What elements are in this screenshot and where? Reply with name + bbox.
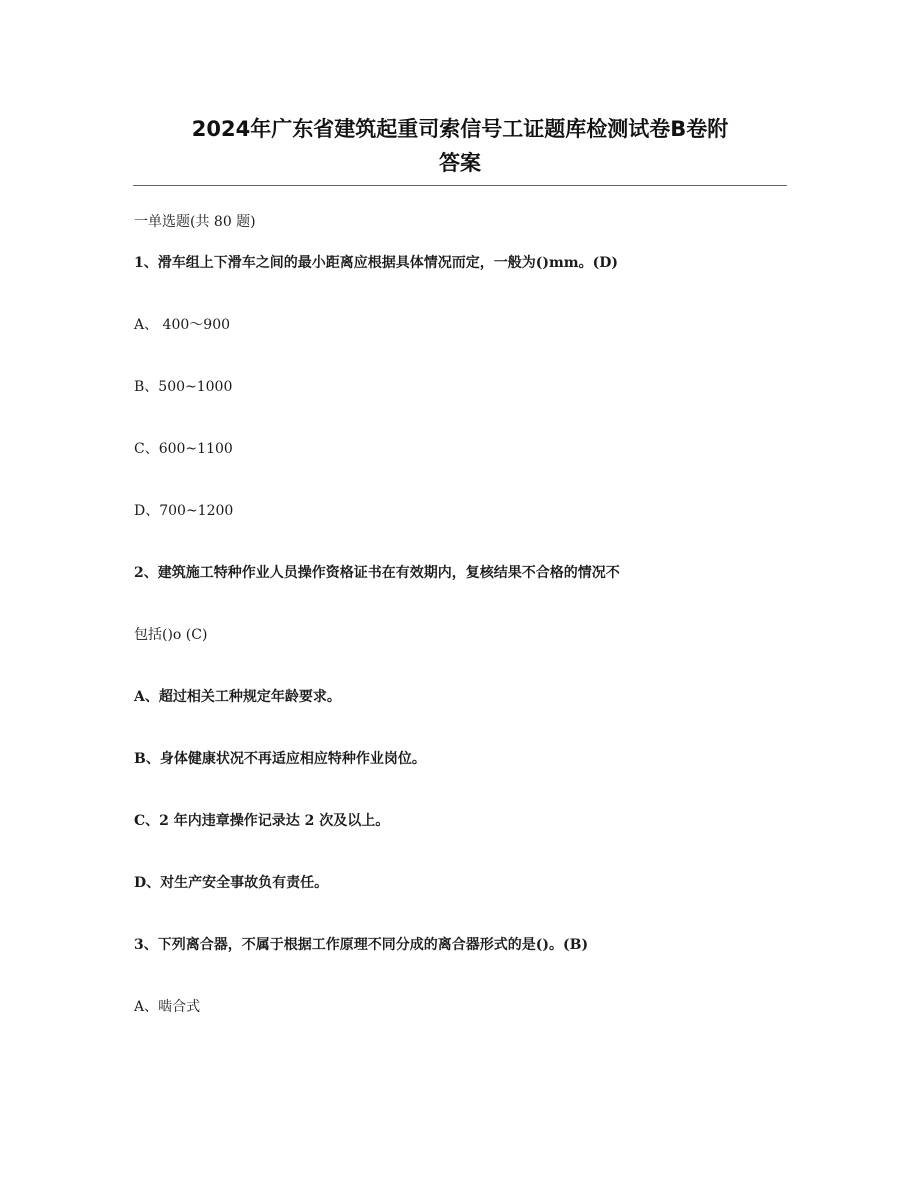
question-2-stem-line-1: 2、建筑施工特种作业人员操作资格证书在有效期内，复核结果不合格的情况不 xyxy=(134,565,620,581)
question-2-option-a: A、超过相关工种规定年龄要求。 xyxy=(134,689,341,705)
question-1-option-c: C、600~1100 xyxy=(134,441,233,457)
question-3-option-a: A、啮合式 xyxy=(134,999,201,1015)
section-heading: 一单选题(共 80 题) xyxy=(134,214,256,230)
title-line-1: 2024年广东省建筑起重司索信号工证题库检测试卷B卷附 xyxy=(191,117,729,141)
title-divider xyxy=(133,185,787,186)
question-2-option-c: C、2 年内违章操作记录达 2 次及以上。 xyxy=(134,813,390,829)
question-1-option-b: B、500~1000 xyxy=(134,379,233,395)
question-2-option-d: D、对生产安全事故负有责任。 xyxy=(134,875,329,891)
question-3-stem: 3、下列离合器，不属于根据工作原理不同分成的离合器形式的是()。(B) xyxy=(134,937,589,953)
question-1-option-a: A、 400～900 xyxy=(134,317,231,333)
question-1-option-d: D、700~1200 xyxy=(134,503,234,519)
question-2-option-b: B、身体健康状况不再适应相应特种作业岗位。 xyxy=(134,751,426,767)
document-title xyxy=(120,112,800,180)
question-1-stem: 1、滑车组上下滑车之间的最小距离应根据具体情况而定，一般为()mm。(D) xyxy=(134,255,619,271)
title-line-2: 答案 xyxy=(439,151,481,175)
question-2-stem-line-2: 包括()o (C) xyxy=(134,627,208,643)
